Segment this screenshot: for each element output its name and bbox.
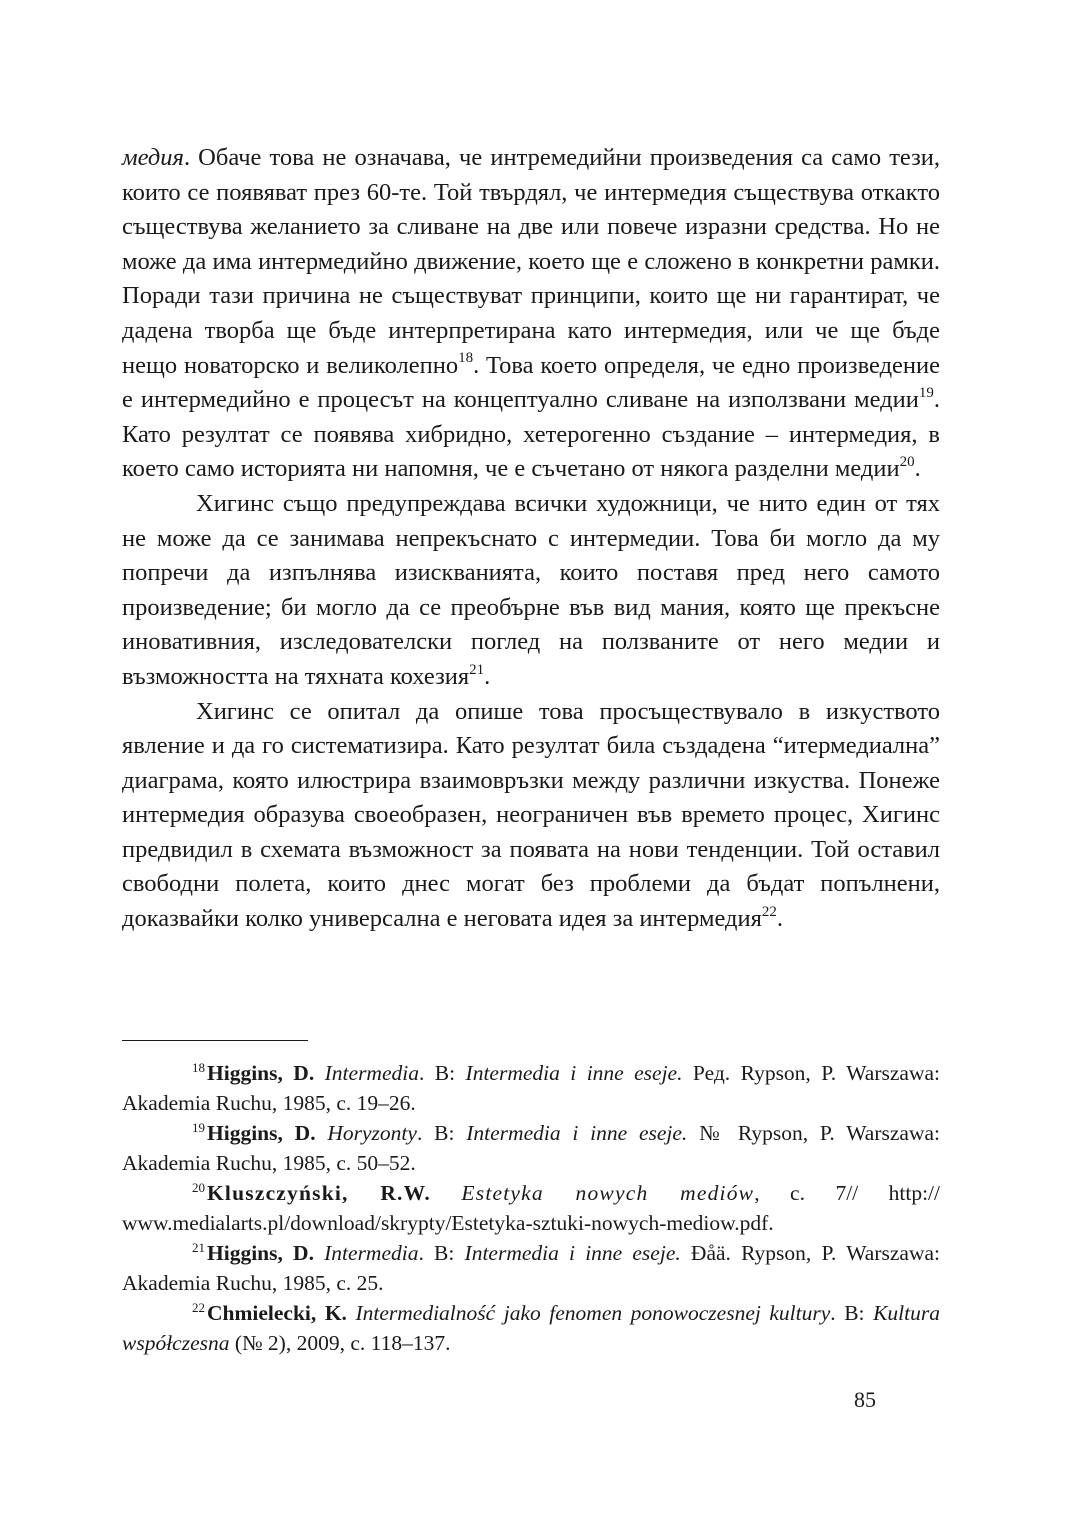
- footnote-text: . В:: [830, 1301, 874, 1325]
- footnote-reference: 18: [458, 350, 474, 367]
- footnote-text: Ðåä. Rypson, P. Warszawa: Akademia Ruchu, 1985, с. 25.: [122, 1241, 940, 1295]
- footnote-text: , c. 7// http:// www.medialarts.pl/download/skrypty/Estetyka-sztuki-nowych-mediow.pdf.: [122, 1181, 941, 1235]
- footnote-text: Ред. Rypson, P. Warszawa: Akademia Ruchu, 1985, с. 19–26.: [122, 1061, 940, 1115]
- footnote-reference: 20: [899, 454, 915, 471]
- italic-text: Intermedia i inne eseje.: [464, 1241, 681, 1265]
- footnote: [122, 1238, 940, 1298]
- footnote-number: 18: [192, 1059, 205, 1075]
- paragraph: [122, 487, 940, 695]
- footnote: [122, 1178, 940, 1238]
- footnote-reference: 19: [918, 385, 934, 401]
- paragraph-text: .: [484, 662, 491, 690]
- footnote-text: [314, 1061, 324, 1085]
- footnote: [122, 1118, 940, 1178]
- author-name: Kluszczyński, R.W.: [207, 1181, 431, 1205]
- footnote-number: 20: [192, 1179, 205, 1195]
- paragraph-text: Хигинс се опитал да опише това просъществувало в изкуството явление и да го систематизира. Като резултат била създадена “итермедиална” диаграма, която илюстрира взаимовръзки между различни изкуства. Понеже интермедия образува своеобразен, неограничен във времето процес, Хигинс предвидил в схемата възможност за появата на нови тенденции. Той оставил свободни полета, които днес могат без проблеми да бъдат попълнени, доказвайки колко универсална е неговата идея за интермедия: [122, 697, 940, 933]
- paragraph-text: .: [776, 905, 784, 933]
- italic-text: Intermedialność jako fenomen ponowoczesnej kultury: [355, 1301, 831, 1325]
- author-name: Higgins, D.: [207, 1061, 315, 1085]
- author-name: Chmielecki, K.: [207, 1301, 347, 1325]
- footnote-reference: 21: [469, 661, 485, 678]
- footnote-text: . В:: [418, 1241, 465, 1265]
- footnote-number: 21: [192, 1239, 205, 1255]
- footnote-separator: [122, 1040, 308, 1041]
- paragraph-text: . Като резултат се появява хибридно, хетерогенно създание – интермедия, в което само историята ни напомня, че е съчетано от някога разделни медии: [122, 386, 940, 483]
- paragraph-text: .: [914, 455, 921, 483]
- italic-text: Horyzonty: [327, 1121, 417, 1145]
- paragraph-text: . Обаче това не означава, че интремедийни произведения са само тези, които се появяват през 60-те. Той твърдял, че интермедия съществува откакто съществува желанието за сливане на две или повече изразни средства. Но не може да има интермедийно движение, което ще е сложено в конкретни рамки. Поради тази причина не съществуват принципи, които ще ни гарантират, че дадена творба ще бъде интерпретирана като интермедия, или че ще бъде нещо новаторско и великолепно: [122, 144, 940, 379]
- footnote-text: [316, 1121, 328, 1145]
- italic-text: Intermedia: [324, 1241, 419, 1265]
- italic-text: Intermedia i inne eseje.: [465, 1061, 683, 1085]
- paragraph-text: . Това което определя, че едно произведение е интермедийно е процесът на концептуално сливане на използвани медии: [122, 351, 941, 414]
- footnote-text: [314, 1241, 324, 1265]
- paragraph-text: Хигинс също предупреждава всички художници, че нито един от тях не може да се занимава непрекъснато с интермедии. Това би могло да му попречи да изпълнява изискванията, които поставя пред него самото произведение; би могло да се преобърне във вид мания, която ще прекъсне иновативния, изследователски поглед на ползваните от него медии и възможността на тяхната кохезия: [122, 489, 940, 690]
- author-name: Higgins, D.: [207, 1241, 314, 1265]
- footnote: [122, 1298, 940, 1358]
- footnote-text: . В:: [418, 1061, 466, 1085]
- footnote-number: 19: [192, 1119, 205, 1135]
- italic-text: Estetyka nowych mediów: [461, 1181, 755, 1205]
- italic-text: медия: [122, 144, 184, 171]
- footnote: [122, 1058, 940, 1118]
- page-number: 85: [854, 1387, 876, 1412]
- italic-text: Intermedia: [324, 1061, 419, 1085]
- footnote-number: 22: [192, 1299, 205, 1315]
- footnote-text: № Rypson, P. Warszawa: Akademia Ruchu, 1985, с. 50–52.: [122, 1121, 940, 1175]
- footnote-reference: 22: [761, 903, 777, 920]
- paragraph: [122, 695, 940, 937]
- paragraph: [122, 141, 940, 487]
- footnote-text: . В:: [416, 1121, 467, 1145]
- footnotes: [122, 1058, 940, 1358]
- italic-text: Kultura współczesna: [122, 1301, 940, 1355]
- footnote-text: (№ 2), 2009, с. 118–137.: [229, 1331, 451, 1355]
- main-text: [122, 141, 940, 937]
- italic-text: Intermedia i inne eseje.: [466, 1121, 688, 1145]
- author-name: Higgins, D.: [207, 1121, 316, 1145]
- footnote-text: [431, 1181, 462, 1205]
